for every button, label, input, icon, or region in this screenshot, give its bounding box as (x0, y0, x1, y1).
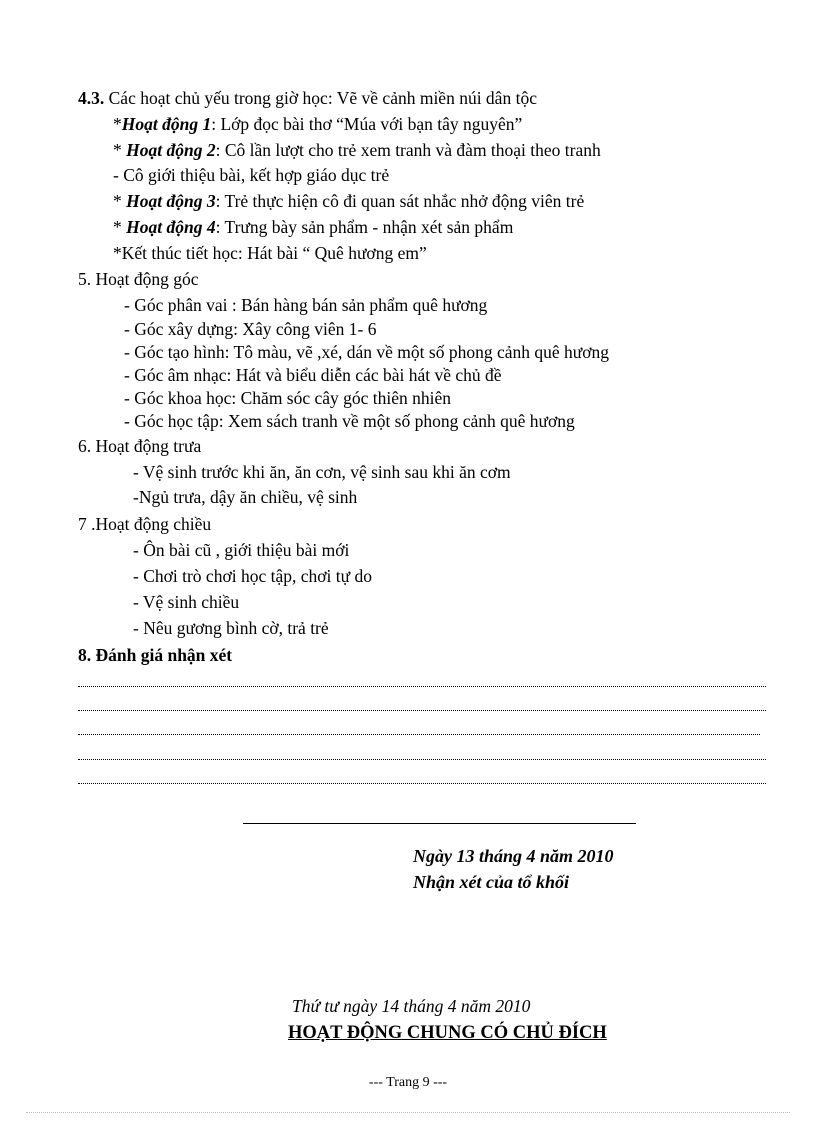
dotted-line (78, 734, 760, 735)
section-5-heading: 5. Hoạt động góc (78, 269, 199, 289)
activity-label: Hoạt động 1 (121, 114, 212, 134)
list-item: - Góc phân vai : Bán hàng bán sản phẩm quê hương (124, 295, 488, 315)
list-item: - Vệ sinh trước khi ăn, ăn cơn, vệ sinh sau khi ăn cơm (133, 462, 511, 482)
list-item: - Góc xây dựng: Xây công viên 1- 6 (124, 319, 377, 339)
activity-label: Hoạt động 4 (126, 217, 216, 237)
list-item: - Nêu gương bình cờ, trả trẻ (133, 618, 329, 638)
activity-1 (113, 113, 522, 135)
page-number: --- Trang 9 --- (368, 1075, 448, 1090)
dotted-line (78, 686, 766, 687)
signoff-date: Ngày 13 tháng 4 năm 2010 (413, 846, 614, 866)
activity-2 (113, 139, 601, 161)
activity-text: : Cô lần lượt cho trẻ xem tranh và đàm thoại theo tranh (215, 140, 601, 160)
activity-text: : Trưng bày sản phẩm - nhận xét sản phẩm (215, 217, 514, 237)
next-day-heading: HOẠT ĐỘNG CHUNG CÓ CHỦ ĐÍCH (288, 1023, 607, 1043)
activity-label: Hoạt động 3 (126, 191, 216, 211)
section-4-3-heading (78, 87, 537, 109)
section-text: Các hoạt chủ yếu trong giờ học: (104, 88, 337, 108)
list-item: - Góc âm nhạc: Hát và biểu diễn các bài hát về chủ đề (124, 365, 502, 385)
intro-line: - Cô giới thiệu bài, kết hợp giáo dục trẻ (113, 165, 390, 185)
activity-3 (113, 190, 584, 212)
bullet-star: * (113, 140, 127, 160)
footer-divider (26, 1112, 790, 1113)
bullet-star: * (113, 217, 127, 237)
activity-4 (113, 216, 513, 238)
divider (243, 823, 636, 824)
section-8-heading: 8. Đánh giá nhận xét (78, 645, 233, 665)
section-7-heading: 7 .Hoạt động chiều (78, 514, 212, 534)
section-topic: Vẽ về cảnh miền núi dân tộc (336, 88, 537, 108)
list-item: - Góc học tập: Xem sách tranh về một số phong cảnh quê hương (124, 411, 575, 431)
list-item: - Chơi trò chơi học tập, chơi tự do (133, 566, 372, 586)
bullet-star: * (113, 191, 127, 211)
dotted-line (78, 759, 766, 760)
dotted-line (78, 783, 766, 784)
activity-text: : Trẻ thực hiện cô đi quan sát nhắc nhở động viên trẻ (215, 191, 585, 211)
activity-text: : Lớp đọc bài thơ “Múa với bạn tây nguyên” (211, 114, 523, 134)
list-item: -Ngủ trưa, dậy ăn chiều, vệ sinh (133, 487, 358, 507)
bullet-star: * (113, 114, 122, 134)
activity-label: Hoạt động 2 (126, 140, 216, 160)
dotted-line (78, 710, 766, 711)
list-item: - Ôn bài cũ , giới thiệu bài mới (133, 540, 350, 560)
list-item: - Góc tạo hình: Tô màu, vẽ ,xé, dán về một số phong cảnh quê hương (124, 342, 609, 362)
section-6-heading: 6. Hoạt động trưa (78, 436, 202, 456)
next-day-date: Thứ tư ngày 14 tháng 4 năm 2010 (292, 996, 531, 1016)
lesson-end: *Kết thúc tiết học: Hát bài “ Quê hương em” (113, 243, 427, 263)
section-number: 4.3. (78, 88, 105, 108)
signoff-note: Nhận xét của tổ khối (413, 872, 570, 892)
list-item: - Vệ sinh chiều (133, 592, 240, 612)
list-item: - Góc khoa học: Chăm sóc cây góc thiên nhiên (124, 388, 452, 408)
